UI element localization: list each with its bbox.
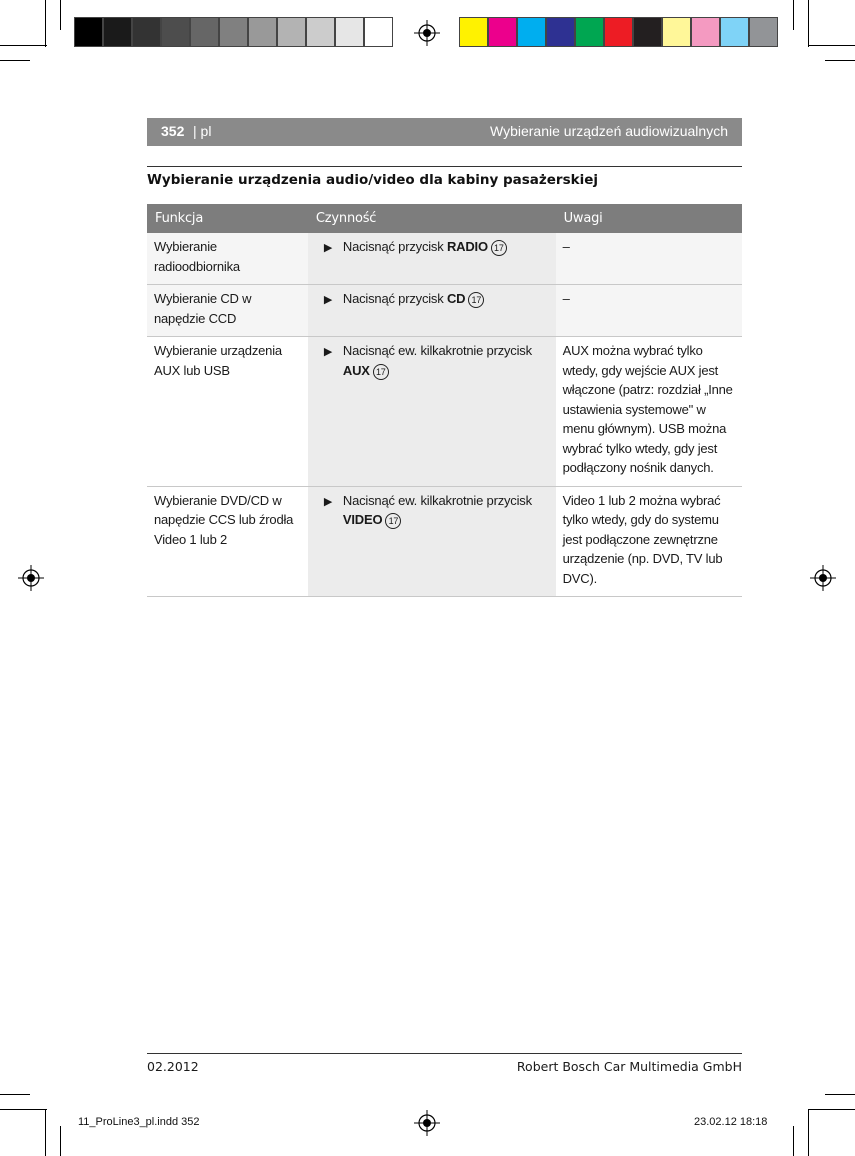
page-language: | pl xyxy=(193,123,212,139)
color-swatch xyxy=(132,17,161,47)
reference-number: 17 xyxy=(491,240,507,256)
section-rule xyxy=(147,166,742,167)
column-header-notes: Uwagi xyxy=(556,204,742,233)
section-heading: Wybieranie urządzenia audio/video dla kabiny pasażerskiej xyxy=(147,172,599,188)
triangle-right-icon: ▶ xyxy=(323,242,333,254)
function-cell: Wybieranie urządzenia AUX lub USB xyxy=(147,337,308,487)
column-header-function: Funkcja xyxy=(147,204,308,233)
crop-mark xyxy=(808,1109,809,1156)
color-swatch xyxy=(633,17,662,47)
registration-mark-icon xyxy=(810,565,836,591)
action-cell xyxy=(308,486,556,597)
function-cell: Wybieranie radioodbiornika xyxy=(147,233,308,285)
triangle-right-icon: ▶ xyxy=(323,294,333,306)
color-swatch xyxy=(691,17,720,47)
crop-mark xyxy=(45,0,46,47)
crop-mark xyxy=(793,1126,794,1156)
color-swatch xyxy=(749,17,778,47)
color-swatch xyxy=(277,17,306,47)
action-text: Nacisnąć przycisk RADIO 17 xyxy=(343,237,533,257)
page-number: 352 xyxy=(161,123,185,139)
header-title: Wybieranie urządzeń audiowizualnych xyxy=(489,123,728,139)
color-swatch xyxy=(335,17,364,47)
button-keyword: RADIO xyxy=(446,239,488,254)
button-keyword: AUX xyxy=(342,362,370,378)
crop-mark xyxy=(808,0,809,47)
crop-mark xyxy=(808,1109,855,1110)
crop-mark xyxy=(60,0,61,30)
print-slug-file: 11_ProLine3_pl.indd 352 xyxy=(78,1116,200,1128)
color-swatch xyxy=(575,17,604,47)
crop-mark xyxy=(825,1094,855,1095)
registration-mark-icon xyxy=(18,565,44,591)
action-cell xyxy=(308,285,556,337)
crop-mark xyxy=(0,1094,30,1095)
table-row xyxy=(147,285,742,337)
color-swatch xyxy=(604,17,633,47)
table-row xyxy=(147,486,742,597)
print-slug-timestamp: 23.02.12 18:18 xyxy=(694,1116,768,1128)
notes-cell: AUX można wybrać tylko wtedy, gdy wejście AUX jest włączone (patrz: rozdział „Inne ustawienia systemowe" w menu głównym). USB można wybrać tylko wtedy, gdy jest podłączony nośnik danych. xyxy=(556,337,742,487)
footer-company: Robert Bosch Car Multimedia GmbH xyxy=(516,1059,742,1074)
reference-number: 17 xyxy=(468,292,484,308)
registration-mark-icon xyxy=(414,1110,440,1136)
crop-mark xyxy=(45,1109,46,1156)
color-swatch xyxy=(219,17,248,47)
color-swatch xyxy=(662,17,691,47)
action-cell xyxy=(308,233,556,285)
footer-date: 02.2012 xyxy=(147,1059,199,1074)
color-swatch xyxy=(190,17,219,47)
notes-cell: – xyxy=(556,233,742,285)
color-swatch xyxy=(103,17,132,47)
reference-number: 17 xyxy=(373,364,389,380)
triangle-right-icon: ▶ xyxy=(323,346,333,358)
crop-mark xyxy=(60,1126,61,1156)
button-keyword: VIDEO xyxy=(342,512,383,527)
column-header-action: Czynność xyxy=(308,204,556,233)
action-cell xyxy=(308,337,556,487)
color-swatch xyxy=(364,17,393,47)
registration-mark-icon xyxy=(414,20,440,46)
color-swatch xyxy=(161,17,190,47)
color-swatch xyxy=(248,17,277,47)
action-text: Nacisnąć ew. kilkakrotnie przycisk AUX 17 xyxy=(342,343,532,378)
crop-mark xyxy=(0,45,47,46)
crop-mark xyxy=(808,45,855,46)
color-swatch xyxy=(306,17,335,47)
button-keyword: CD xyxy=(446,291,466,306)
notes-cell: – xyxy=(556,285,742,337)
color-swatch xyxy=(488,17,517,47)
color-swatch xyxy=(74,17,103,47)
function-cell: Wybieranie DVD/CD w napędzie CCS lub źrodła Video 1 lub 2 xyxy=(147,486,308,597)
running-header xyxy=(147,118,742,146)
color-swatch xyxy=(459,17,488,47)
reference-number: 17 xyxy=(385,513,401,529)
table-row xyxy=(147,233,742,285)
action-text: Nacisnąć ew. kilkakrotnie przycisk VIDEO 17 xyxy=(342,492,532,527)
color-swatch xyxy=(517,17,546,47)
crop-mark xyxy=(793,0,794,30)
table-row xyxy=(147,337,742,487)
table-header-row xyxy=(147,204,742,233)
color-swatch xyxy=(546,17,575,47)
footer-rule xyxy=(147,1053,742,1054)
action-text: Nacisnąć przycisk CD 17 xyxy=(343,289,533,309)
notes-cell: Video 1 lub 2 można wybrać tylko wtedy, gdy do systemu jest podłączone zewnętrzne urządzenie (np. DVD, TV lub DVC). xyxy=(556,486,742,597)
crop-mark xyxy=(0,1109,47,1110)
triangle-right-icon: ▶ xyxy=(323,495,333,508)
function-cell: Wybieranie CD w napędzie CCD xyxy=(147,285,308,337)
color-swatch xyxy=(720,17,749,47)
function-table xyxy=(147,204,742,597)
crop-mark xyxy=(0,60,30,61)
crop-mark xyxy=(825,60,855,61)
